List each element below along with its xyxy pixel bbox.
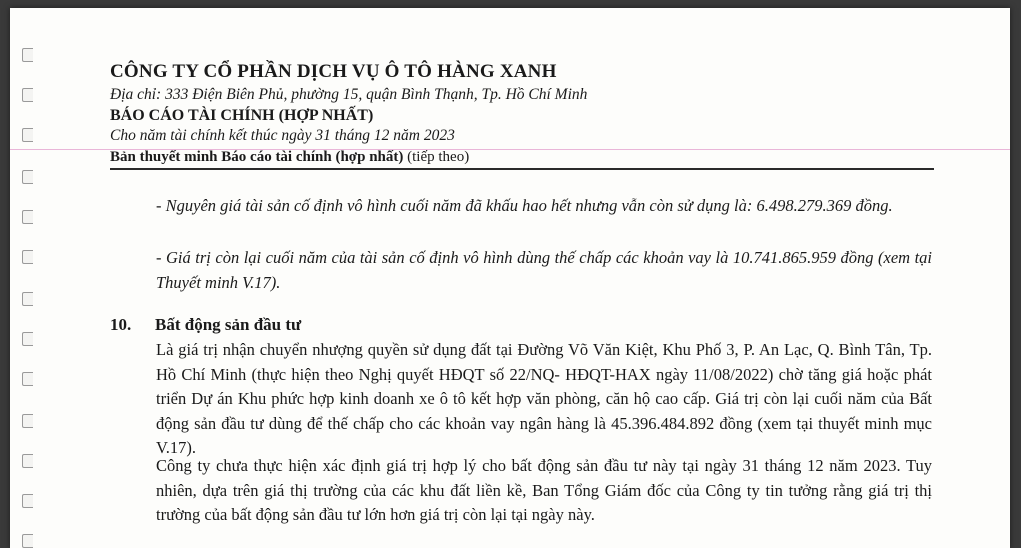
section-title: Bất động sản đầu tư [155,315,302,334]
document-header [110,60,940,167]
binder-hole [22,332,33,346]
body-paragraph: Là giá trị nhận chuyển nhượng quyền sử dụng đất tại Đường Võ Văn Kiệt, Khu Phố 3, P. An Lạc, Q. Bình Tân, Tp. Hồ Chí Minh (thực hiện theo Nghị quyết HĐQT số 22/NQ- HĐQT-HAX ngày 11/08/2022) chờ tăng giá hoặc phát triển Dự án Khu phức hợp kinh doanh xe ô tô kết hợp văn phòng, căn hộ cao cấp. Giá trị còn lại cuối năm của Bất động sản đầu tư dùng để thế chấp cho các khoản vay ngân hàng là 45.396.484.892 đồng (xem tại thuyết minh mục V.17). [156,340,932,457]
binder-hole [22,534,33,548]
header-rule [110,168,934,170]
document-page [10,8,1010,548]
binder-hole [22,210,33,224]
section-heading [110,313,301,337]
binder-hole [22,372,33,386]
company-address: Địa chỉ: 333 Điện Biên Phủ, phường 15, quận Bình Thạnh, Tp. Hồ Chí Minh [110,86,588,103]
bullet-paragraph: - Nguyên giá tài sản cố định vô hình cuối năm đã khấu hao hết nhưng vẫn còn sử dụng là: 6.498.279.369 đồng. [156,196,893,215]
binder-hole [22,48,33,62]
binder-hole [22,128,33,142]
subtitle-main: Bản thuyết minh Báo cáo tài chính (hợp nhất) [110,149,404,165]
binder-hole [22,88,33,102]
subtitle-tail: (tiếp theo) [403,149,470,165]
company-name: CÔNG TY CỔ PHẦN DỊCH VỤ Ô TÔ HÀNG XANH [110,61,557,82]
binder-hole [22,292,33,306]
binder-hole [22,170,33,184]
binder-hole [22,414,33,428]
report-subtitle [110,148,940,167]
section-number: 10. [110,315,132,334]
binder-hole [22,494,33,508]
binder-hole [22,454,33,468]
report-title: BÁO CÁO TÀI CHÍNH (HỢP NHẤT) [110,107,374,124]
body-paragraph: Công ty chưa thực hiện xác định giá trị hợp lý cho bất động sản đầu tư này tại ngày 31 tháng 12 năm 2023. Tuy nhiên, dựa trên giá thị trường của các khu đất liền kề, Ban Tổng Giám đốc của Công ty tin tưởng rằng giá trị thị trường của bất động sản đầu tư lớn hơn giá trị còn lại tại ngày này. [156,456,932,524]
report-period: Cho năm tài chính kết thúc ngày 31 tháng 12 năm 2023 [110,127,455,144]
bullet-paragraph: - Giá trị còn lại cuối năm của tài sản cố định vô hình dùng thế chấp các khoản vay là 10.741.865.959 đồng (xem tại Thuyết minh V.17). [156,248,932,292]
binder-hole [22,250,33,264]
